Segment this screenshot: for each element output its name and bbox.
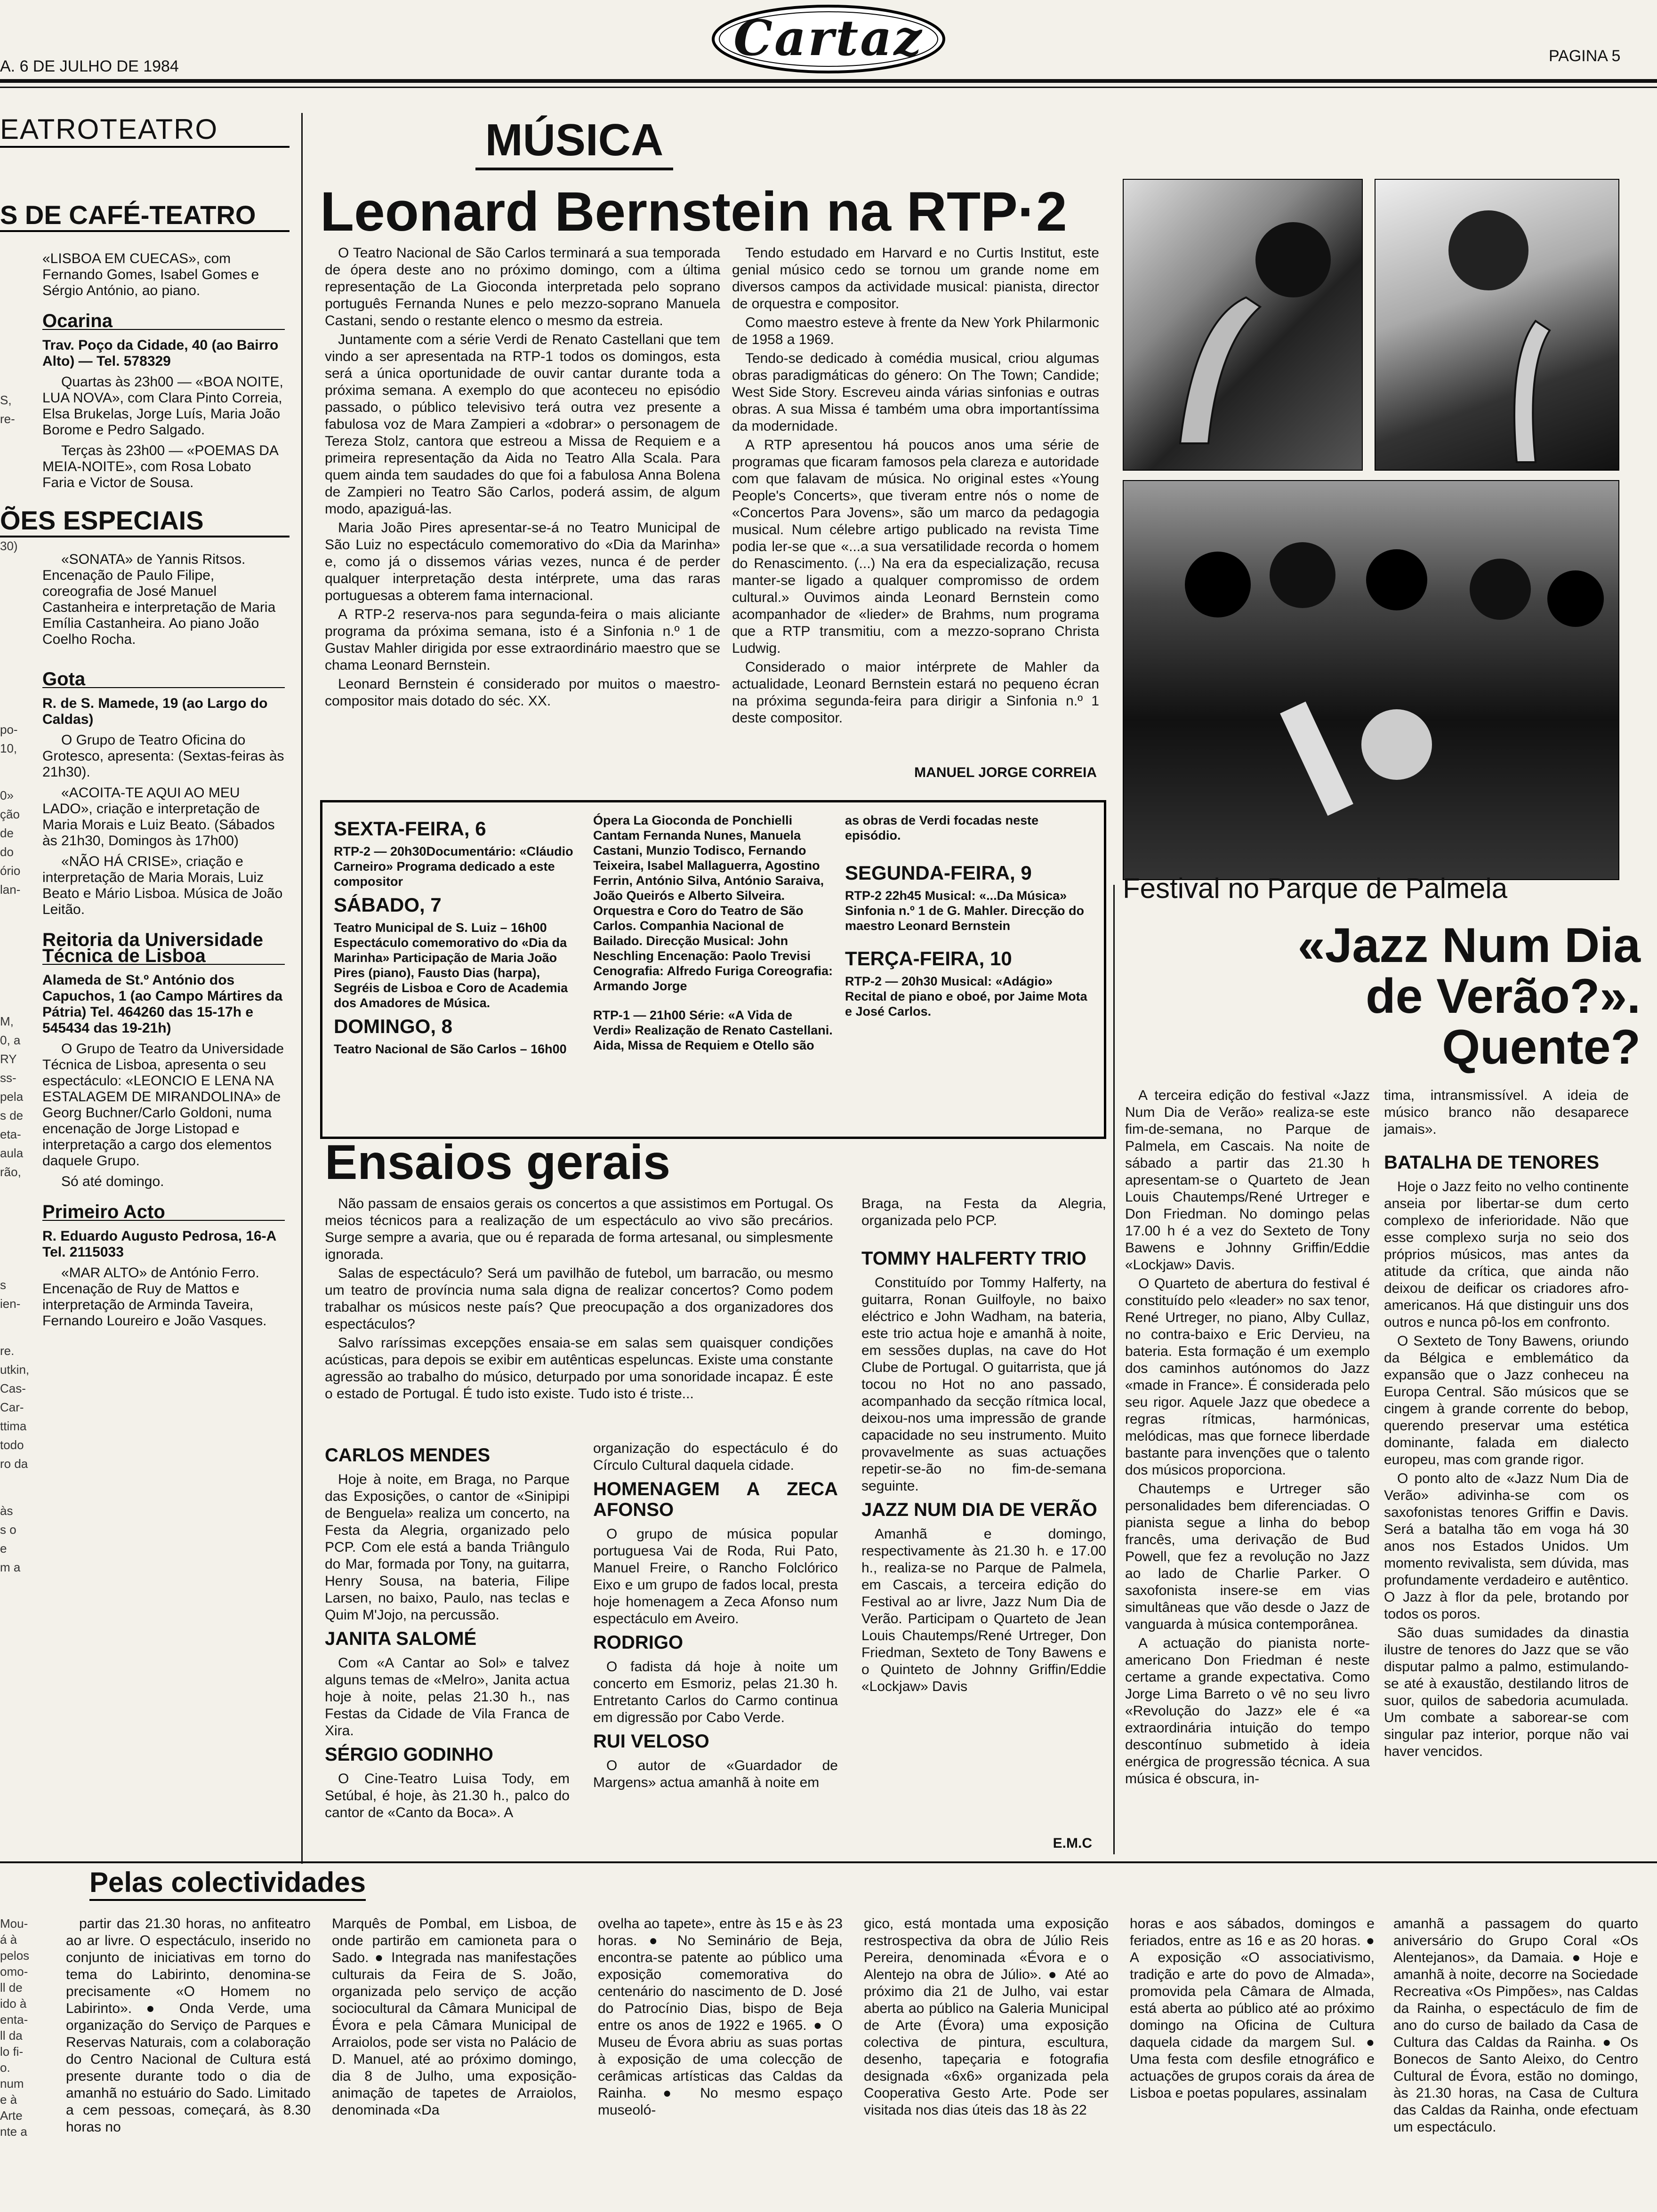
schedule-day: DOMINGO, 8	[334, 1015, 453, 1037]
fragment: ro da	[0, 1457, 28, 1471]
theatre-banner: EATROTEATRO	[0, 113, 290, 148]
article-column	[1125, 1087, 1370, 1789]
paragraph: Braga, na Festa da Alegria, organizada pelo PCP.	[861, 1196, 1106, 1228]
cropped-column-fragments	[0, 391, 38, 1577]
venue-address: R. Eduardo Augusto Pedrosa, 16-A Tel. 2115033	[42, 1228, 276, 1260]
paragraph: O autor de «Guardador de Margens» actua amanhã à noite em	[593, 1758, 838, 1790]
fragment: eta-	[0, 1127, 21, 1141]
column-divider	[301, 113, 303, 1864]
cafe-theatre-title: S DE CAFÉ-TEATRO	[0, 200, 290, 232]
fragment: todo	[0, 1438, 24, 1452]
paragraph: O fadista dá hoje à noite um concerto em Esmoriz, pelas 21.30 h. Entretanto Carlos do Carmo continua em digressão por Cabo Verde.	[593, 1659, 838, 1725]
fragment: 30)	[0, 539, 18, 553]
schedule-day: SEXTA-FEIRA, 6	[334, 817, 486, 840]
fragment: ção	[0, 807, 20, 821]
fragment: Cas-	[0, 1381, 26, 1395]
paragraph: Hoje o Jazz feito no velho continente anseia por libertar-se dum certo complexo de inferioridade. Não que esse complexo surja no seio dos próprios músicos, mas antes da atitude da crítica, que ainda não deixou de deificar os criadores afro-americanos. Há que distinguir uns dos outros e nunca pô-los em confronto.	[1384, 1179, 1629, 1330]
fragment: e à	[0, 2092, 17, 2107]
header-rule	[0, 79, 1657, 83]
paragraph: Como maestro esteve à frente da New York Philarmonic de 1958 a 1969.	[732, 315, 1099, 347]
paragraph: O Cine-Teatro Luisa Tody, em Setúbal, é hoje, às 21.30 h., palco do cantor de «Canto da Boca». A	[325, 1771, 570, 1820]
schedule-entry: RTP-2 — 20h30 Musical: «Adágio» Recital de piano e oboé, por Jaime Mota e José Carlos.	[845, 974, 1087, 1018]
section-rule	[0, 1861, 1657, 1863]
fragment: ttima	[0, 1419, 27, 1433]
paragraph: Hoje à noite, em Braga, no Parque das Exposições, o cantor de «Sinipipi de Benguela» realiza um concerto, na Festa da Alegria, organizado pelo PCP. Com ele está a banda Triângulo do Mar, formada por Tony, na guitarra, Henry Sousa, na bateria, Filipe Larsen, no baixo, Paulo, nas teclas e Quim M'Jojo, na percussão.	[325, 1472, 570, 1623]
fragment: m a	[0, 1560, 21, 1574]
schedule-entry: Teatro Nacional de São Carlos – 16h00	[334, 1042, 567, 1056]
fragment: ll de	[0, 1980, 23, 1995]
photo-jazz-group	[1123, 480, 1619, 880]
listing-column: partir das 21.30 horas, no anfiteatro ao ar livre. O espectáculo, inserido no conjunto de iniciativas em torno do tema do Labirinto, denomina-se precisamente «O Homem no Labirinto». ● Onda Verde, uma organização do Serviço de Parques e Reservas Naturais, com a colaboração do Centro Nacional de Cultura está presente durante todo o dia de amanhã no estuário do Sado. Limitado a cem pessoas, começará, às 8.30 horas no	[66, 1916, 311, 2135]
fragment: 0»	[0, 788, 14, 802]
schedule-entry: as obras de Verdi focadas neste episódio.	[845, 813, 1039, 842]
listing-entry: «LISBOA EM CUECAS», com Fernando Gomes, Isabel Gomes e Sérgio António, ao piano.	[42, 251, 259, 298]
schedule-entry: RTP-2 — 20h30Documentário: «Cláudio Carneiro» Programa dedicado a este compositor	[334, 844, 573, 889]
header-rule-thin	[0, 87, 1657, 88]
subheading: JAZZ NUM DIA DE VERÃO	[861, 1499, 1097, 1520]
saxophone-icon	[1375, 180, 1619, 471]
paragraph: organização do espectáculo é do Círculo Cultural daquela cidade.	[593, 1441, 838, 1473]
article-byline: E.M.C	[1053, 1835, 1092, 1851]
subheading: CARLOS MENDES	[325, 1445, 491, 1466]
fragment: lo fi-	[0, 2044, 24, 2059]
listing-entry: «NÃO HÁ CRISE», criação e interpretação de Maria Morais, Luiz Beato e Mário Lisboa. Música de João Leitão.	[42, 854, 283, 917]
listing-column: gico, está montada uma exposição restrospectiva da obra de Júlio Reis Pereira, denominada «Évora e o Alentejo na obra de Júlio». ● Até ao próximo dia 21 de Julho, vai estar aberta ao público na Galeria Municipal de Arte (Évora) uma exposição colectiva de pintura, escultura, desenho, tapeçaria e fotografia designada «6x6» organizada pela Cooperativa Gesto Arte. Pode ser visitada nos dias úteis das 18 às 22	[864, 1916, 1109, 2118]
listing-entry: Quartas às 23h00 — «BOA NOITE, LUA NOVA», com Clara Pinto Correia, Elsa Brukelas, Jorge Luís, Maria João Borome e Pedro Salgado.	[42, 374, 283, 438]
issue-date: A. 6 DE JULHO DE 1984	[0, 57, 179, 75]
paragraph: O ponto alto de «Jazz Num Dia de Verão» adivinha-se com os saxofonistas tenores Griffin e Davis. Será a batalha tão em voga há 30 anos nos Estados Unidos. Um momento revivalista, sem dúvida, mas profundamente verdadeiro e autêntico. O Jazz à flor da pele, brotando por todos os poros.	[1384, 1471, 1629, 1622]
headline-line: «Jazz Num Dia	[1297, 918, 1641, 973]
paragraph: A terceira edição do festival «Jazz Num Dia de Verão» realiza-se este fim-de-semana, no Parque de Palmela, em Cascais. Na noite de sábado a partir das 21.30 h apresentam-se o Quarteto de Jean Louis Chautemps/René Urtreger e Don Friedman. No domingo pelas 17.00 h é a vez do Sexteto de Tony Bawens e Johnny Griffin/Eddie «Lockjaw» Davis.	[1125, 1088, 1370, 1273]
fragment: Car-	[0, 1400, 24, 1414]
fragment: 10,	[0, 741, 17, 755]
subheading: RODRIGO	[593, 1632, 684, 1653]
article-headline: Ensaios gerais	[325, 1135, 671, 1190]
paragraph: Maria João Pires apresentar-se-á no Teatro Municipal de São Luiz no espectáculo comemorativo do «Dia da Marinha» e, como já o dissemos várias vezes, nunca é de perder qualquer interpretação desta intérprete, uma das raras portuguesas a obterem fama internacional.	[325, 520, 720, 603]
fragment: ien-	[0, 1297, 21, 1311]
fragment: Mou-	[0, 1916, 28, 1931]
venue-address: Alameda de St.º António dos Capuchos, 1 (ao Campo Mártires da Pátria) Tel. 464260 das 15-17h e 545434 das 19-21h)	[42, 972, 283, 1036]
paragraph: Não passam de ensaios gerais os concertos a que assistimos em Portugal. Os meios técnicos para a realização de um espectáculo ao vivo são precários. Surge sempre a avaria, que ou é reparada de forma artesanal, ou simplesmente ignorada.	[325, 1196, 833, 1262]
article-column	[732, 245, 1099, 729]
fragment: nte a	[0, 2124, 27, 2139]
fragment: ório	[0, 864, 21, 878]
headline-line: de Verão?».	[1366, 969, 1641, 1024]
listing-entry: «MAR ALTO» de António Ferro. Encenação de Ruy de Mattos e interpretação de Arminda Taveira, Fernando Loureiro e João Vasques.	[42, 1265, 267, 1329]
listing-column: horas e aos sábados, domingos e feriados, entre as 16 e as 20 horas. ● A exposição «O associativismo, tradição e arte do povo de Almada», promovida pela Câmara de Almada, está aberta ao público até ao próximo domingo na Oficina de Cultura daquela cidade da margem Sul. ● Uma festa com desfile etnográfico e actuações de grupos corais da área de Lisboa e poetas populares, assinalam	[1130, 1916, 1375, 2101]
fragment: pela	[0, 1090, 24, 1104]
paragraph: Considerado o maior intérprete de Mahler da actualidade, Leonard Bernstein estará no pequeno écran na próxima segunda-feira para dirigir a Sinfonia n.º 1 deste compositor.	[732, 659, 1099, 726]
paragraph: A actuação do pianista norte-americano Don Friedman é neste certame a grande expectativa. Como Jorge Lima Barreto o vê no seu livro «Revolução do Jazz» ele é «a extraordinária intuição do tempo descontínuo submetido à ideia enérgica de progressão técnica. A sua música é obscura, in-	[1125, 1635, 1370, 1787]
article-byline: MANUEL JORGE CORREIA	[914, 765, 1097, 780]
fragment: s de	[0, 1108, 24, 1122]
listing-entry: Só até domingo.	[61, 1174, 164, 1189]
venue-name: Primeiro Acto	[42, 1204, 285, 1221]
fragment: de	[0, 826, 14, 840]
article-headline: Leonard Bernstein na RTP·2	[320, 181, 1067, 243]
paragraph: Leonard Bernstein é considerado por muitos o maestro-compositor mais dotado do séc. XX.	[325, 676, 720, 709]
venue-name: Reitoria da Universidade Técnica de Lisboa	[42, 932, 285, 965]
paragraph: Tendo-se dedicado à comédia musical, criou algumas obras paradigmáticas do género: On The Town; Candide; West Side Story. Escreveu ainda várias sinfonias e outras obras. A sua Missa é também uma obra importantíssima da modernidade.	[732, 351, 1099, 434]
paragraph: Salas de espectáculo? Será um pavilhão de futebol, um barracão, ou mesmo um teatro de província numa sala digna de realizar concertos? Como podem trabalhar os músicos neste país? Que preocupação a dos organizadores dos espectáculos?	[325, 1266, 833, 1332]
article-kicker: Festival no Parque de Palmela	[1123, 873, 1508, 904]
headline-line: Quente?	[1442, 1020, 1641, 1074]
fragment: utkin,	[0, 1362, 30, 1377]
fragment: ido à	[0, 1996, 27, 2011]
listing-entry: O Grupo de Teatro da Universidade Técnica de Lisboa, apresenta o seu espectáculo: «LEONCIO E LENA NA ESTALAGEM DE MIRANDOLINA» de Georg Buchner/Carlo Goldoni, numa encenação de Jorge Listopad e interpretação a cargo dos elementos daquele Grupo.	[42, 1041, 284, 1169]
paragraph: A RTP-2 reserva-nos para segunda-feira o mais aliciante programa da próxima semana, isto é a Sinfonia n.º 1 de Gustav Mahler dirigida por esse extraordinário maestro que se chama Leonard Bernstein.	[325, 607, 720, 673]
fragment: re-	[0, 412, 15, 426]
schedule-entry: RTP-2 22h45 Musical: «...Da Música» Sinfonia n.º 1 de G. Mahler. Direcção do maestro Leonard Bernstein	[845, 889, 1084, 933]
paragraph: O Teatro Nacional de São Carlos terminará a sua temporada de ópera deste ano no próximo domingo, com a última representação de La Gioconda interpretada pelo soprano português Fernanda Nunes e pelo mezzo-soprano Manuela Castani, sendo o restante elenco o mesmo da estreia.	[325, 245, 720, 329]
fragment: s	[0, 1278, 6, 1292]
fragment: aula	[0, 1146, 24, 1160]
article-column	[325, 245, 720, 712]
fragment: s o	[0, 1523, 16, 1537]
paragraph: Tendo estudado em Harvard e no Curtis Institut, este genial músico cedo se tornou um grande nome em diversos campos da actividade musical: pianista, director de orquestra e compositor.	[732, 245, 1099, 312]
fragment: num	[0, 2076, 24, 2091]
column-divider	[1113, 885, 1115, 1854]
fragment: 0, a	[0, 1033, 21, 1047]
special-section-title: ÕES ESPECIAIS	[0, 505, 290, 537]
fragment: po-	[0, 722, 18, 737]
schedule-entry: Teatro Municipal de S. Luiz – 16h00 Espectáculo comemorativo do «Dia da Marinha» Participação de Maria João Pires (piano), Fausto Dias (harpa), Segréis de Lisboa e Coro de Academia dos Amadores de Música.	[334, 921, 568, 1010]
venue-name: Ocarina	[42, 313, 285, 330]
fragment: pelos	[0, 1948, 30, 1963]
listing-entry: «SONATA» de Yannis Ritsos. Encenação de Paulo Filipe, coreografia de José Manuel Castanheira e interpretação de Maria Emília Castanheira. Ao piano João Coelho Rocha.	[42, 552, 276, 647]
section-title: Pelas colectividades	[89, 1866, 366, 1901]
listing-column: amanhã a passagem do quarto aniversário do Grupo Coral «Os Alentejanos», da Damaia. ● Hoje e amanhã à noite, decorre na Sociedade Recreativa «Os Pimpões», nas Caldas da Rainha, o espectáculo de fim de ano do curso de bailado da Casa de Cultura das Caldas da Rainha. ● Os Bonecos de Santo Aleixo, do Centro Cultural de Évora, estão no domingo, às 21.30 horas, na Casa de Cultura das Caldas da Rainha, onde efectuam um espectáculo.	[1393, 1916, 1638, 2135]
paragraph: O Sexteto de Tony Bawens, oriundo da Bélgica e emblemático da expansão que o Jazz conheceu na Europa Central. São músicos que se cingem à grande corrente do bebop, querendo preservar uma estética dominante, falada em dialecto europeu, mas com grande rigor.	[1384, 1333, 1629, 1467]
group-portrait-icon	[1124, 481, 1619, 880]
paragraph: A RTP apresentou há poucos anos uma série de programas que ficaram famosos pela clareza e autoridade com que falavam de música. No original estes «Young People's Concerts», que tiveram entre nós o nome de «Concertos Para Jovens», são um marco da pedagogia musical. Num célebre artigo publicado na revista Time podia ler-se que «...a sua versatilidade recorda o homem do Renascimento. (...) Na era da especialização, recusa manter-se ligado a qualquer compromisso de ordem cultural.» Ouvimos ainda Leonard Bernstein como acompanhador de «lieder» de Brahms, num programa que a RTP transmitiu, com a mezzo-soprano Christa Ludwig.	[732, 437, 1099, 656]
fragment: re.	[0, 1344, 15, 1358]
fragment: RY	[0, 1052, 17, 1066]
article-column	[325, 1440, 570, 1823]
listing-entry: Terças às 23h00 — «POEMAS DA MEIA-NOITE», com Rosa Lobato Faria e Victor de Sousa.	[42, 443, 278, 490]
schedule-entry: RTP-1 — 21h00 Série: «A Vida de Verdi» Realização de Renato Castellani. Aida, Missa de Requiem e Otello são	[593, 1008, 833, 1052]
schedule-day: SÁBADO, 7	[334, 894, 442, 916]
subheading: SÉRGIO GODINHO	[325, 1744, 493, 1765]
listing-column: Marquês de Pombal, em Lisboa, de onde partirão em camioneta para o Sado. ● Integrada nas manifestações culturais da Feira de S. João, organizada pelo serviço de acção sociocultural da Câmara Municipal de Évora e pela Câmara Municipal de Arraiolos, pode ser vista no Palácio de D. Manuel, até ao próximo domingo, dia 8 de Julho, uma exposição-animação de tapetes de Arraiolos, denominada «Da	[332, 1916, 577, 2118]
section-label: MÚSICA	[485, 115, 664, 165]
subheading: RUI VELOSO	[593, 1731, 709, 1752]
fragment: omo-	[0, 1964, 28, 1979]
listing-entry: «ACOITA-TE AQUI AO MEU LADO», criação e interpretação de Maria Morais e Luiz Beato. (Sábados às 21h30, Domingos às 17h00)	[42, 785, 275, 849]
section-underline	[475, 168, 673, 170]
listing-entry: O Grupo de Teatro Oficina do Grotesco, apresenta: (Sextas-feiras às 21h30).	[42, 732, 284, 780]
fragment: o.	[0, 2060, 10, 2075]
subheading: JANITA SALOMÉ	[325, 1628, 477, 1649]
fragment: á à	[0, 1932, 17, 1947]
schedule-day: TERÇA-FEIRA, 10	[845, 947, 1012, 970]
venue-name: Gota	[42, 671, 285, 688]
paragraph: O grupo de música popular portuguesa Vai de Roda, Rui Pato, Manuel Freire, o Rancho Folclórico Eixo e um grupo de fados local, presta hoje homenagem a Zeca Afonso num espectáculo em Aveiro.	[593, 1526, 838, 1627]
paragraph: Amanhã e domingo, respectivamente às 21.30 h. e 17.00 h., realiza-se no Parque de Palmela, em Cascais, a terceira edição do Festival ao ar livre, Jazz Num Dia de Verão. Participam o Quarteto de Jean Louis Chautemps/René Urtreger, Don Friedman, Sexteto de Tony Bawens e o Quinteto de Johnny Griffin/Eddie «Lockjaw» Davis	[861, 1526, 1106, 1694]
article-headline	[1123, 920, 1641, 1073]
listing-column: ovelha ao tapete», entre às 15 e às 23 horas. ● No Seminário de Beja, encontra-se patente ao público uma exposição comemorativa do centenário do nascimento de D. José do Patrocínio Dias, bispo de Beja entre os anos de 1922 e 1965. ● O Museu de Évora abriu as suas portas à exposição de uma colecção de cerâmicas artísticas das Caldas da Rainha. ● No mesmo espaço museoló-	[598, 1916, 843, 2118]
paragraph: Com «A Cantar ao Sol» e talvez alguns temas de «Melro», Janita actua hoje à noite, pelas 21.30 h., nas Festas da Cidade de Vila Franca de Xira.	[325, 1655, 570, 1739]
saxophone-icon	[1124, 180, 1363, 471]
article-column	[1384, 1087, 1629, 1762]
paragraph: Juntamente com a série Verdi de Renato Castellani que tem vindo a ser apresentada na RTP-1 todos os domingos, esta será a única oportunidade de ouvir cantar durante toda a próxima semana. A exemplo do que aconteceu no episódio passado, o público televisivo terá outra vez presente a fabulosa voz de Mara Zampieri a «dobrar» o personagem de Tereza Stolz, cantora que estreou a Missa de Requiem e a primeira representação da Aida no Teatro Alla Scala. Para quem ainda tem saudades do que foi a fabulosa Anna Bolena de Zampieri no Teatro São Carlos, poderá assim, de algum modo, apaziguá-las.	[325, 332, 720, 517]
subheading: BATALHA DE TENORES	[1384, 1152, 1600, 1173]
article-column	[593, 1440, 838, 1793]
fragment: Arte	[0, 2108, 23, 2123]
fragment: ss-	[0, 1071, 16, 1085]
subheading: HOMENAGEM A ZECA AFONSO	[593, 1479, 838, 1520]
photo-saxophonist-1	[1123, 179, 1363, 471]
photo-saxophonist-2	[1375, 179, 1619, 471]
theatre-listings-column	[0, 113, 290, 1864]
paragraph: São duas sumidades da dinastia ilustre de tenores do Jazz que se vão disputar palmo a palmo, estimulando-se até à exaustão, destilando litros de suor, quilos de sabedoria acumulada. Um combate a saborear-se com singular paz interior, porque não vai haver vencidos.	[1384, 1625, 1629, 1759]
page-number: PAGINA 5	[1549, 47, 1621, 65]
fragment: do	[0, 845, 14, 859]
masthead-title: Cartaz	[733, 9, 924, 67]
subheading: TOMMY HALFERTY TRIO	[861, 1248, 1086, 1269]
fragment: rão,	[0, 1165, 21, 1179]
schedule-box	[320, 800, 1106, 1139]
fragment: enta-	[0, 2012, 28, 2027]
article-intro	[325, 1195, 833, 1404]
fragment: ll da	[0, 2028, 23, 2043]
fragment: S,	[0, 393, 12, 407]
paragraph: O Quarteto de abertura do festival é constituído pelo «leader» no sax tenor, René Urtreger, no piano, Alby Cullaz, no contra-baixo e Eric Dervieu, na bateria. Esta formação é um exemplo dos caminhos autónomos do Jazz «made in France». É considerada pelo seu rigor. Aquele Jazz que obedece a regras rítmicas, harmónicas, melódicas, mas que fornece liberdade bastante para invenções que o talento dos músicos proporciona.	[1125, 1276, 1370, 1478]
venue-address: R. de S. Mamede, 19 (ao Largo do Caldas)	[42, 696, 268, 727]
fragment: lan-	[0, 882, 21, 897]
venue-address: Trav. Poço da Cidade, 40 (ao Bairro Alto) — Tel. 578329	[42, 337, 279, 369]
fragment: e	[0, 1541, 7, 1555]
masthead-logo	[711, 4, 946, 74]
fragment: M,	[0, 1014, 14, 1028]
schedule-entry: Ópera La Gioconda de Ponchielli Cantam Fernanda Nunes, Manuela Castani, Munzio Todisco, Fernando Teixeira, Isabel Mallaguerra, Agostino Ferrin, António Silva, António Saraiva, João Queirós e Alberto Silveira. Orquestra e Coro do Teatro de São Carlos. Companhia Nacional de Bailado. Direcção Musical: John Neschling Encenação: Paolo Trevisi Cenografia: Alfredo Furiga Coreografia: Armando Jorge	[593, 813, 833, 993]
article-column	[861, 1195, 1106, 1697]
paragraph: tima, intransmissível. A ideia de músico branco não desaparece jamais».	[1384, 1088, 1629, 1137]
paragraph: Chautemps e Urtreger são personalidades bem diferenciadas. O pianista segue a linha do bebop francês, uma derivação de Bud Powell, que fez a revolução no Jazz ao lado de Charlie Parker. O saxofonista insere-se em vias simultâneas que vão desde o Jazz de vanguarda à música contemporânea.	[1125, 1481, 1370, 1632]
schedule-day: SEGUNDA-FEIRA, 9	[845, 862, 1032, 884]
fragment: às	[0, 1504, 13, 1518]
paragraph: Constituído por Tommy Halferty, na guitarra, Ronan Guilfoyle, no baixo eléctrico e John Wadham, na bateria, este trio actua hoje e amanhã à noite, em sessões duplas, na cave do Hot Clube de Portugal. O guitarrista, que já tocou no Hot no ano passado, acompanhado da secção rítmica local, deixou-nos uma impressão de grande capacidade no seu instrumento. Muito provavelmente as suas actuações repetir-se-ão no fim-de-semana seguinte.	[861, 1275, 1106, 1494]
cropped-column-fragments	[0, 1915, 42, 2140]
paragraph: Salvo raríssimas excepções ensaia-se em salas sem quaisquer condições acústicas, para depois se exibir em autênticas espeluncas. Existe uma constante agressão ao trabalho do músico, deturpado por uma sonoridade incapaz. É este o estado de Portugal. É tudo isto existe. Tudo isto é triste...	[325, 1335, 833, 1402]
